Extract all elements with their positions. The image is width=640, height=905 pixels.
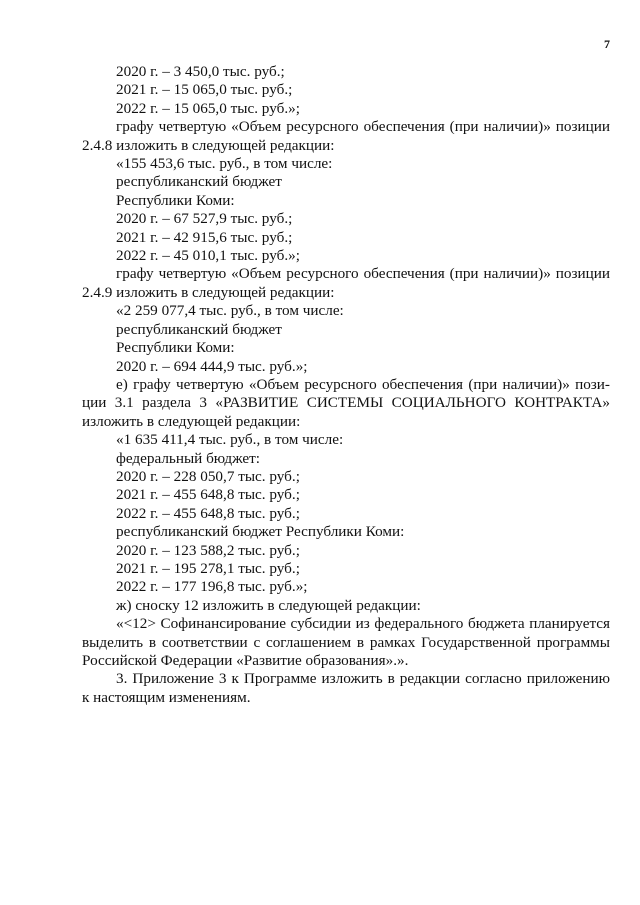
text-line: 2020 г. – 3 450,0 тыс. руб.; bbox=[116, 63, 285, 80]
text-line: «155 453,6 тыс. руб., в том числе: bbox=[116, 155, 333, 173]
text-line: е) графу четвертую «Объем ресурсного обеспечения (при наличии)» пози- bbox=[116, 375, 610, 393]
text-line: 2022 г. – 15 065,0 тыс. руб.»; bbox=[116, 99, 300, 117]
text-line: Республики Коми: bbox=[116, 191, 235, 209]
text-line: ции 3.1 раздела 3 «РАЗВИТИЕ СИСТЕМЫ СОЦИАЛЬНОГО КОНТРАКТА» bbox=[82, 394, 610, 412]
page-number: 7 bbox=[604, 37, 610, 51]
text-line: 2020 г. – 228 050,7 тыс. руб.; bbox=[116, 467, 300, 485]
text-line: 2021 г. – 42 915,6 тыс. руб.; bbox=[116, 228, 293, 246]
text-line: 2.4.9 изложить в следующей редакции: bbox=[82, 283, 335, 301]
text-line: 2022 г. – 455 648,8 тыс. руб.; bbox=[116, 504, 300, 522]
text-line: выделить в соответствии с соглашением в рамках Государственной программы bbox=[82, 633, 610, 651]
text-line: 2022 г. – 45 010,1 тыс. руб.»; bbox=[116, 247, 300, 265]
text-line: Республики Коми: bbox=[116, 339, 235, 357]
text-line: республиканский бюджет bbox=[116, 320, 282, 338]
text-line: графу четвертую «Объем ресурсного обеспечения (при наличии)» позиции bbox=[116, 118, 610, 136]
text-line: ж) сноску 12 изложить в следующей редакции: bbox=[116, 596, 421, 614]
text-line: 2021 г. – 455 648,8 тыс. руб.; bbox=[116, 486, 300, 504]
text-line: республиканский бюджет bbox=[116, 173, 282, 191]
text-line: 3. Приложение 3 к Программе изложить в редакции согласно приложению bbox=[116, 670, 610, 688]
text-line: «2 259 077,4 тыс. руб., в том числе: bbox=[116, 302, 344, 320]
text-line: изложить в следующей редакции: bbox=[82, 412, 301, 430]
text-line: 2.4.8 изложить в следующей редакции: bbox=[82, 136, 335, 154]
text-line: республиканский бюджет Республики Коми: bbox=[116, 523, 405, 541]
text-line: 2022 г. – 177 196,8 тыс. руб.»; bbox=[116, 578, 308, 596]
text-line: 2020 г. – 694 444,9 тыс. руб.»; bbox=[116, 357, 308, 375]
text-line: графу четвертую «Объем ресурсного обеспечения (при наличии)» позиции bbox=[116, 265, 610, 283]
text-line: 2021 г. – 15 065,0 тыс. руб.; bbox=[116, 81, 293, 99]
text-line: федеральный бюджет: bbox=[116, 449, 260, 467]
text-line: 2021 г. – 195 278,1 тыс. руб.; bbox=[116, 559, 300, 577]
document-body bbox=[82, 63, 610, 707]
text-line: 2020 г. – 67 527,9 тыс. руб.; bbox=[116, 210, 293, 228]
text-line: к настоящим изменениям. bbox=[82, 688, 251, 706]
text-line: «<12> Софинансирование субсидии из федерального бюджета планируется bbox=[116, 615, 610, 633]
text-line: Российской Федерации «Развитие образования».». bbox=[82, 652, 409, 669]
text-line: 2020 г. – 123 588,2 тыс. руб.; bbox=[116, 541, 300, 559]
text-line: «1 635 411,4 тыс. руб., в том числе: bbox=[116, 431, 344, 449]
